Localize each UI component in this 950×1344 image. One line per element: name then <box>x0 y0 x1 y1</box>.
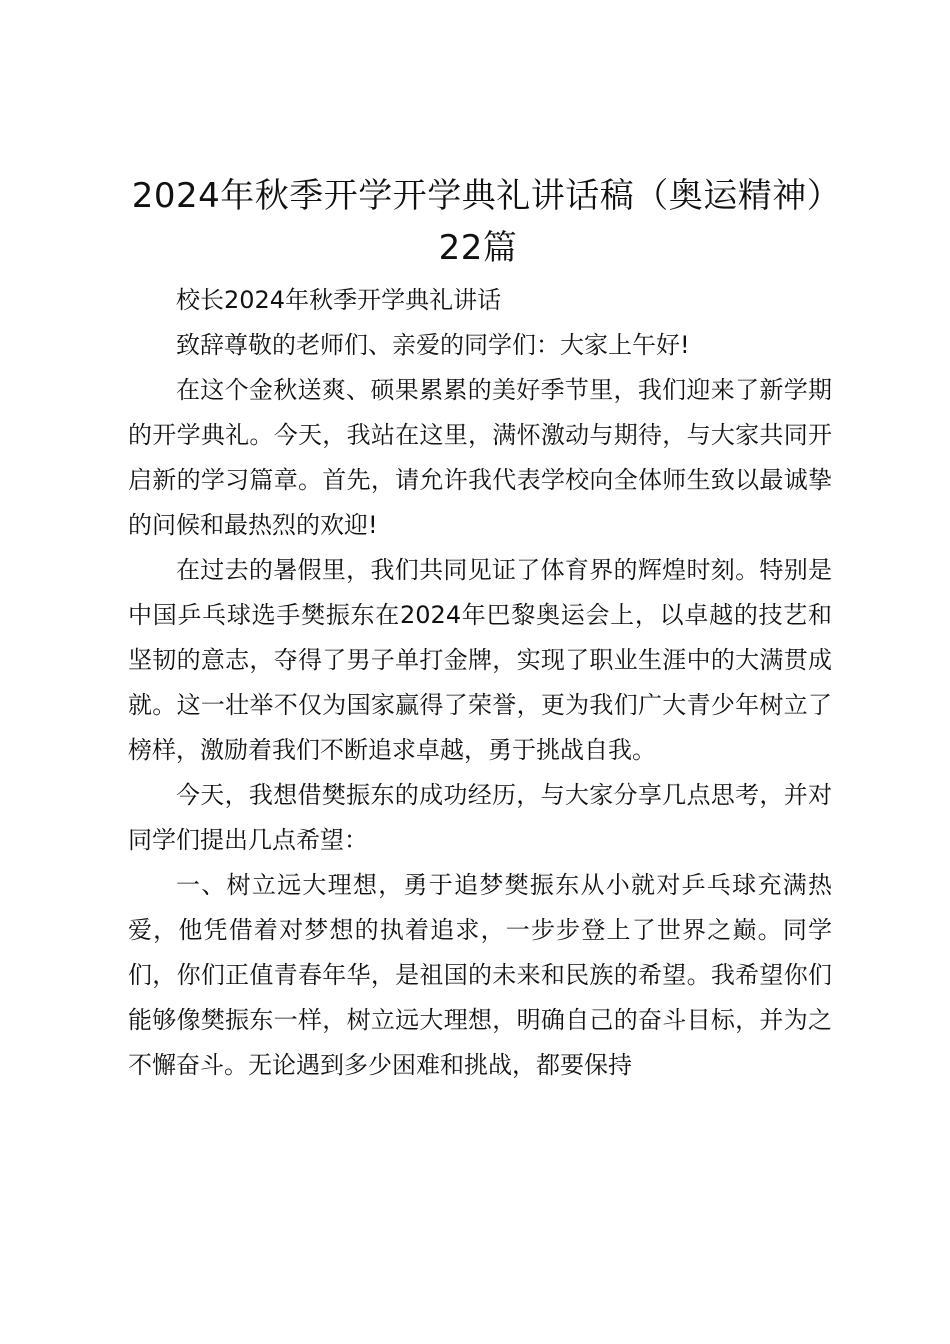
paragraph: 在这个金秋送爽、硕果累累的美好季节里，我们迎来了新学期的开学典礼。今天，我站在这里，满怀激动与期待，与大家共同开启新的学习篇章。首先，请允许我代表学校向全体师生致以最诚挚的问候和最热烈的欢迎! <box>128 376 832 539</box>
document-body <box>128 278 832 1088</box>
paragraph: 在过去的暑假里，我们共同见证了体育界的辉煌时刻。特别是中国乒乓球选手樊振东在2024年巴黎奥运会上，以卓越的技艺和坚韧的意志，夺得了男子单打金牌，实现了职业生涯中的大满贯成就。这一壮举不仅为国家赢得了荣誉，更为我们广大青少年树立了榜样，激励着我们不断追求卓越，勇于挑战自我。 <box>128 556 832 764</box>
paragraph-subtitle: 校长2024年秋季开学典礼讲话 <box>176 286 502 314</box>
document-title: 2024年秋季开学开学典礼讲话稿（奥运精神）22篇 <box>131 176 825 268</box>
paragraph: 一、树立远大理想，勇于追梦樊振东从小就对乒乓球充满热爱，他凭借着对梦想的执着追求，一步步登上了世界之巅。同学们，你们正值青春年华，是祖国的未来和民族的希望。我希望你们能够像樊振东一样，树立远大理想，明确自己的奋斗目标，并为之不懈奋斗。无论遇到多少困难和挑战，都要保持 <box>128 871 832 1079</box>
paragraph-greeting: 致辞尊敬的老师们、亲爱的同学们：大家上午好! <box>176 331 690 359</box>
paragraph: 今天，我想借樊振东的成功经历，与大家分享几点思考，并对同学们提出几点希望： <box>128 781 832 854</box>
